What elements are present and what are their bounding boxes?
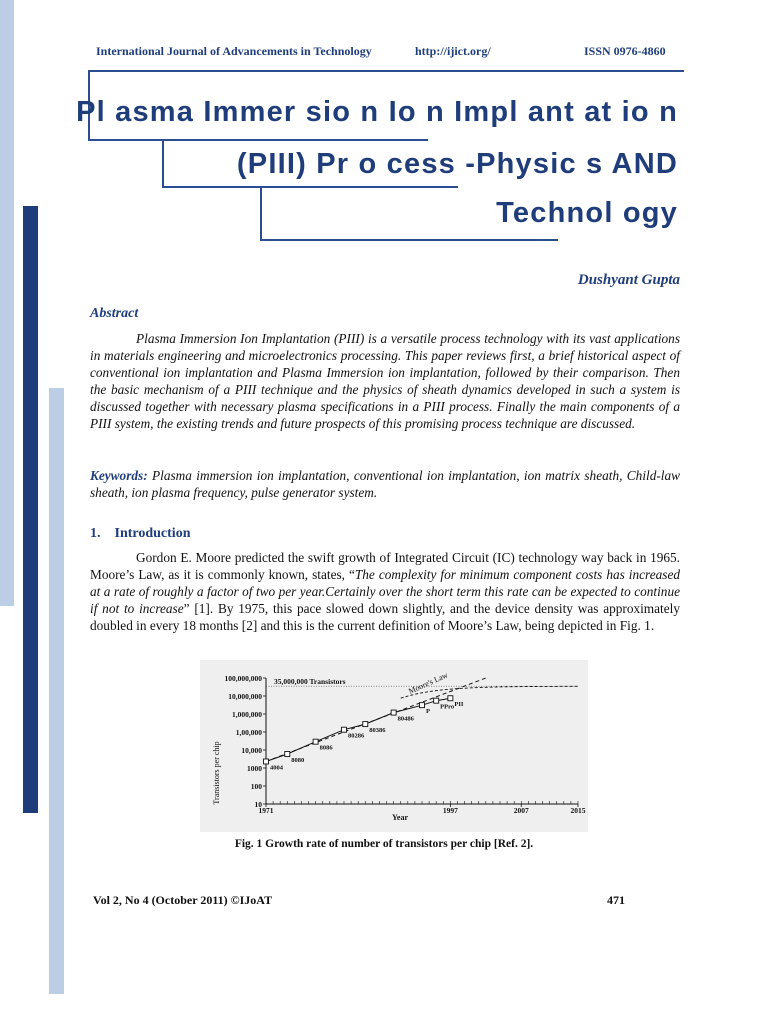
abstract-heading: Abstract xyxy=(90,306,139,321)
figure-caption: Fig. 1 Growth rate of number of transistors per chip [Ref. 2]. xyxy=(234,838,534,850)
journal-issn: ISSN 0976-4860 xyxy=(584,44,666,58)
title-bracket-horizontal-3 xyxy=(260,239,558,241)
y-tick-label: 100 xyxy=(250,782,262,791)
page-number: 471 xyxy=(607,893,625,907)
x-tick-label: 2015 xyxy=(570,806,586,815)
y-axis-label: Transistors per chip xyxy=(212,741,221,805)
x-tick-label: 1997 xyxy=(442,806,458,815)
data-point-marker xyxy=(264,759,269,764)
data-point-label: PII xyxy=(454,701,464,709)
data-point-marker xyxy=(434,698,439,703)
data-point-marker xyxy=(448,696,453,701)
introduction-paragraph xyxy=(90,549,680,634)
y-tick-label: 1,000,000 xyxy=(232,710,262,719)
paper-title-line-3: Technol ogy xyxy=(496,197,678,229)
keywords-label: Keywords: xyxy=(90,468,148,483)
y-tick-label: 100,000,000 xyxy=(224,674,262,683)
data-point-label: 8086 xyxy=(319,744,333,752)
data-point-marker xyxy=(420,703,425,708)
data-point-marker xyxy=(285,751,290,756)
x-tick-label: 1971 xyxy=(258,806,274,815)
data-point-marker xyxy=(342,727,347,732)
data-point-marker xyxy=(363,722,368,727)
paper-title-line-1: Pl asma Immer sio n Io n Impl ant at io n xyxy=(76,96,678,128)
trend-label: Moore's Law xyxy=(407,670,450,696)
data-point-marker xyxy=(313,739,318,744)
intro-text-1: Gordon E. Moore predicted the swift growth of Integrated Circuit (IC) technology way back in 1965. Moore’s Law, as it is commonly known, states, “ xyxy=(90,550,680,582)
data-point-label: P xyxy=(426,708,430,716)
intro-text-2: ” [1]. By 1975, this pace slowed down slightly, and the device density was approximately doubled in every 18 months [2] and this is the current definition of Moore’s Law, being depicted in Fig. 1. xyxy=(90,601,680,633)
title-bracket-vertical-2 xyxy=(162,139,164,187)
paper-title-line-2: (PIII) Pr o cess -Physic s AND xyxy=(236,148,678,180)
header-rule xyxy=(88,70,684,72)
y-tick-label: 1,00,000 xyxy=(235,728,262,737)
intro-quote: The complexity for minimum component costs has increased at a rate of roughly a factor of two per year.Certainly over the short term this rate can be expected to continue if not to increase xyxy=(90,567,680,616)
journal-name: International Journal of Advancements in Technology xyxy=(96,44,372,58)
footer-volume: Vol 2, No 4 (October 2011) ©IJoAT xyxy=(93,893,273,907)
keywords-text: Plasma immersion ion implantation, conventional ion implantation, ion matrix sheath, Child-law sheath, ion plasma frequency, pulse generator system. xyxy=(90,468,680,500)
section-heading-introduction: 1. Introduction xyxy=(90,526,191,541)
abstract-text: Plasma Immersion Ion Implantation (PIII) is a versatile process technology with its vast applications in materials engineering and microelectronics processing. This paper reviews first, a brief historical aspect of conventional ion implantation and Plasma Immersion ion implantation, followed by their comparison. Then the basic mechanism of a PIII technique and the physics of sheath dynamics developed in such a system is discussed together with necessary plasma specifications in a PIII process. Finally the main components of a PIII system, the existing trends and future prospects of this promising process technique are discussed. xyxy=(90,331,680,431)
y-tick-label: 10 xyxy=(254,800,262,809)
figure-1 xyxy=(200,660,588,832)
left-accent-bar-dark xyxy=(23,206,38,813)
data-point-label: 80386 xyxy=(369,727,386,735)
y-tick-label: 1000 xyxy=(247,764,262,773)
data-point-label: 80486 xyxy=(397,715,414,723)
keywords-paragraph xyxy=(90,467,680,501)
transistor-growth-chart xyxy=(200,660,588,832)
reference-line-label: 35,000,000 Transistors xyxy=(274,677,346,687)
left-accent-bar-light-bottom xyxy=(49,388,64,994)
data-point-label: 8080 xyxy=(291,756,305,764)
data-point-label: 4004 xyxy=(270,764,283,772)
author-name: Dushyant Gupta xyxy=(577,272,680,288)
data-point-marker xyxy=(391,710,396,715)
y-tick-label: 10,000 xyxy=(241,746,262,755)
x-tick-label: 2007 xyxy=(513,806,529,815)
left-accent-bar-light-top xyxy=(0,0,14,606)
data-point-label: PPro xyxy=(440,703,455,711)
title-bracket-horizontal-1 xyxy=(88,139,428,141)
title-bracket-horizontal-2 xyxy=(162,186,458,188)
journal-url[interactable]: http://ijict.org/ xyxy=(415,44,491,58)
data-point-label: 80286 xyxy=(348,732,365,740)
title-bracket-vertical-3 xyxy=(260,186,262,240)
x-axis-label: Year xyxy=(392,813,408,822)
y-tick-label: 10,000,000 xyxy=(228,692,262,701)
